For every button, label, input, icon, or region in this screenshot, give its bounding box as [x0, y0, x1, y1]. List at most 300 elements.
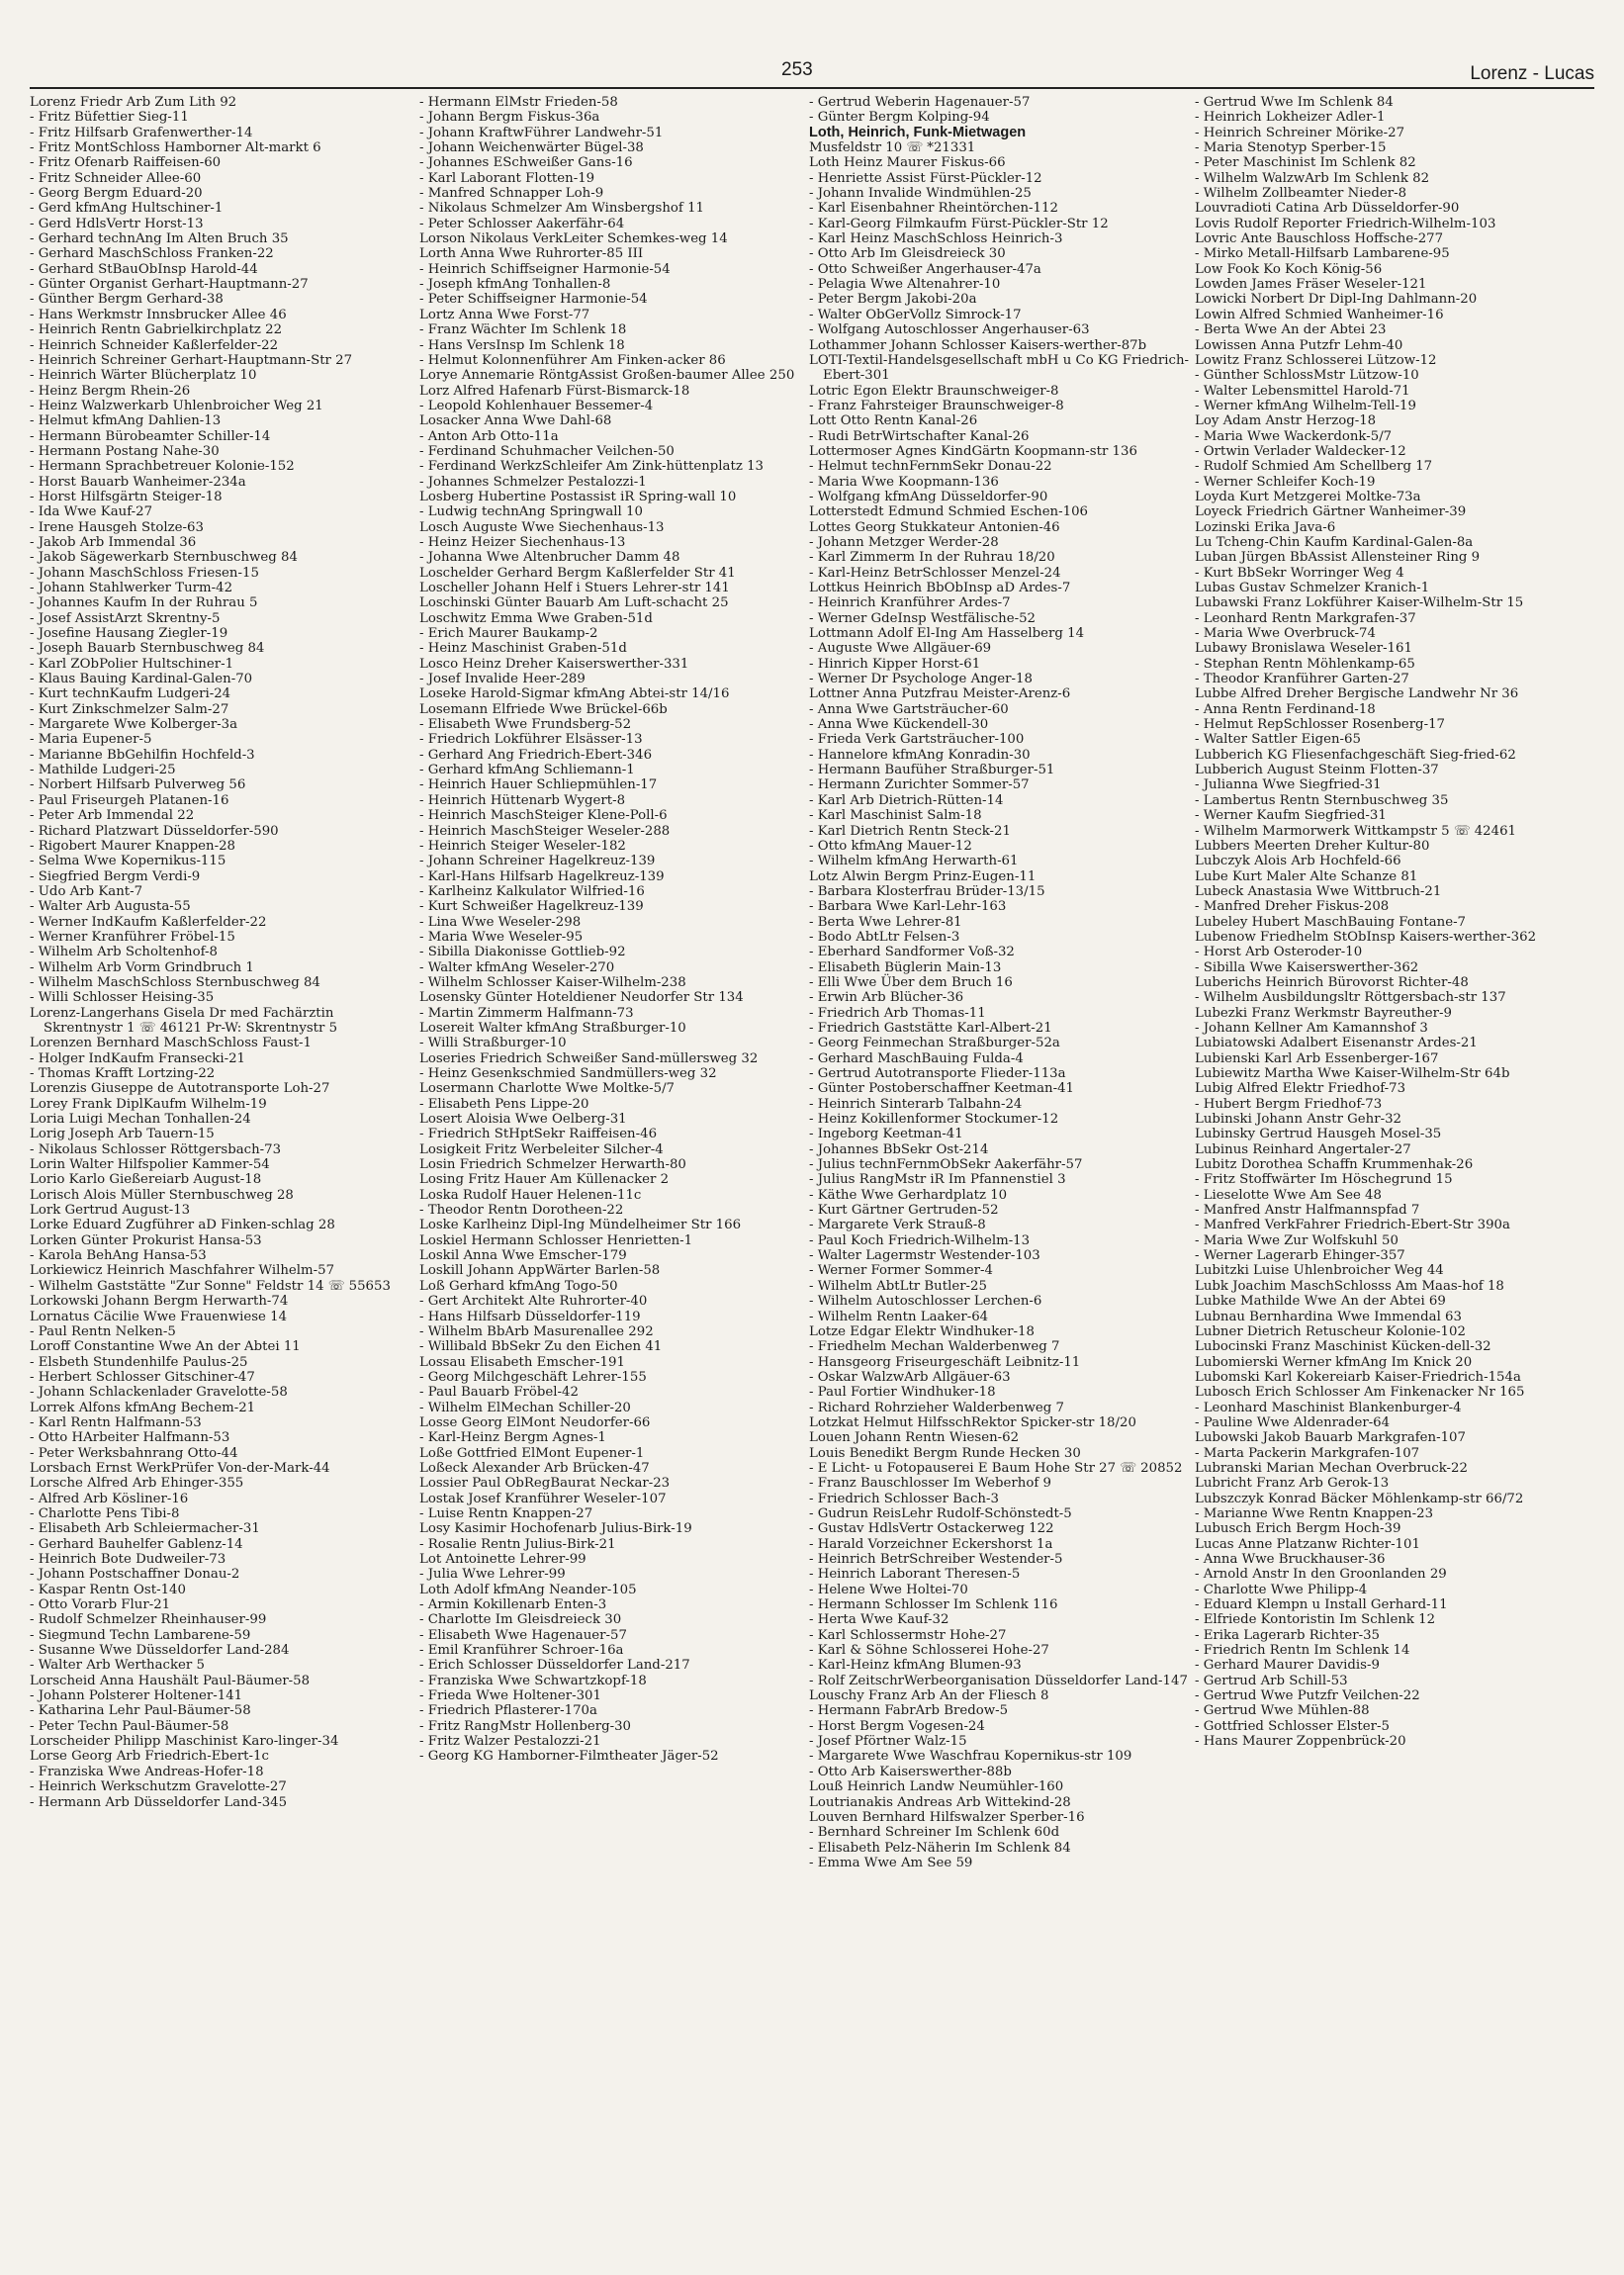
directory-entry: Lottermoser Agnes KindGärtn Koopmann-str 136	[809, 443, 1137, 459]
directory-entry: - Erich Maurer Baukamp-2	[419, 626, 598, 642]
directory-entry: - Hermann Schlosser Im Schlenk 116	[809, 1597, 1058, 1613]
directory-entry: - Wilhelm Autoschlosser Lerchen-6	[809, 1294, 1042, 1310]
directory-entry: - Paul Fortier Windhuker-18	[809, 1385, 996, 1401]
directory-entry: Lubberich August Steinm Flotten-37	[1195, 763, 1439, 778]
directory-entry: - Eberhard Sandformer Voß-32	[809, 945, 1015, 960]
directory-entry: - Karl Rentn Halfmann-53	[30, 1414, 202, 1430]
directory-entry: Lubomski Karl Kokereiarb Kaiser-Friedrich-154a	[1195, 1369, 1521, 1385]
directory-entry: Lowitz Franz Schlosserei Lützow-12	[1195, 352, 1437, 368]
directory-entry: - Otto HArbeiter Halfmann-53	[30, 1430, 230, 1446]
directory-entry: - Karl Arb Dietrich-Rütten-14	[809, 792, 1004, 808]
directory-entry: - Kurt BbSekr Worringer Weg 4	[1195, 565, 1404, 581]
directory-entry: Losco Heinz Dreher Kaiserswerther-331	[419, 656, 689, 672]
directory-entry: - Heinrich Werkschutzm Gravelotte-27	[30, 1779, 287, 1795]
directory-entry: - Werner IndKaufm Kaßlerfelder-22	[30, 914, 267, 930]
directory-entry: - Günter Postoberschaffner Keetman-41	[809, 1081, 1074, 1097]
directory-entry: - Hermann Sprachbetreuer Kolonie-152	[30, 459, 295, 475]
directory-entry: Loseries Friedrich Schweißer Sand-müllersweg 32	[419, 1050, 759, 1066]
directory-entry: - Heinrich Kranführer Ardes-7	[809, 595, 1011, 611]
directory-entry: - Georg Bergm Eduard-20	[30, 186, 203, 202]
directory-entry: - Anna Rentn Ferdinand-18	[1195, 701, 1376, 717]
directory-entry: Lorscheid Anna Haushält Paul-Bäumer-58	[30, 1673, 311, 1688]
directory-entry: - Wolfgang kfmAng Düsseldorfer-90	[809, 489, 1048, 504]
directory-entry: - Werner Kaufm Siegfried-31	[1195, 808, 1387, 824]
directory-entry: - Erika Lagerarb Richter-35	[1195, 1627, 1381, 1643]
directory-entry: - Heinz Bergm Rhein-26	[30, 383, 191, 399]
directory-entry: - Jakob Sägewerkarb Sternbuschweg 84	[30, 550, 298, 566]
directory-entry: - Werner Dr Psychologe Anger-18	[809, 672, 1033, 687]
directory-entry: - Walter Sattler Eigen-65	[1195, 732, 1361, 748]
directory-entry: - Friedhelm Mechan Walderbenweg 7	[809, 1339, 1060, 1355]
directory-entry: - Leopold Kohlenhauer Bessemer-4	[419, 398, 654, 413]
directory-entry: - Georg Feinmechan Straßburger-52a	[809, 1036, 1060, 1051]
directory-entry: - Gerhard kfmAng Schliemann-1	[419, 763, 635, 778]
directory-entry: - Karl Eisenbahner Rheintörchen-112	[809, 201, 1058, 217]
directory-entry: - Fritz MontSchloss Hamborner Alt-markt 6	[30, 140, 321, 156]
directory-entry: - Franz Fahrsteiger Braunschweiger-8	[809, 398, 1064, 413]
directory-entry: - Barbara Klosterfrau Brüder-13/15	[809, 883, 1045, 899]
directory-entry: Lorse Georg Arb Friedrich-Ebert-1c	[30, 1749, 269, 1765]
directory-entry: - Heinrich Bote Dudweiler-73	[30, 1552, 226, 1567]
directory-entry: Lorsbach Ernst WerkPrüfer Von-der-Mark-44	[30, 1460, 330, 1476]
directory-entry: Loutrianakis Andreas Arb Wittekind-28	[809, 1794, 1071, 1810]
directory-entry: - Wilhelm kfmAng Herwarth-61	[809, 854, 1019, 869]
directory-entry: - Helmut RepSchlosser Rosenberg-17	[1195, 717, 1445, 733]
directory-entry: - Auguste Wwe Allgäuer-69	[809, 641, 992, 657]
directory-entry: Lowden James Fräser Weseler-121	[1195, 277, 1427, 293]
directory-entry: - Johann Stahlwerker Turm-42	[30, 581, 233, 595]
directory-entry: Losensky Günter Hoteldiener Neudorfer Str 134	[419, 990, 744, 1006]
directory-entry: - Elisabeth Pelz-Näherin Im Schlenk 84	[809, 1840, 1071, 1856]
directory-entry: - Franziska Wwe Andreas-Hofer-18	[30, 1764, 264, 1779]
directory-entry: - Gertrud Wwe Im Schlenk 84	[1195, 95, 1394, 110]
directory-entry: Lott Otto Rentn Kanal-26	[809, 413, 978, 429]
directory-entry: - E Licht- u Fotopauserei E Baum Hohe Str 27 ☏ 20852	[809, 1460, 1183, 1476]
directory-entry: - Heinrich Wärter Blücherplatz 10	[30, 368, 257, 384]
directory-entry: - Otto Vorarb Flur-21	[30, 1597, 171, 1613]
directory-entry: - Hinrich Kipper Horst-61	[809, 656, 981, 672]
directory-entry: - Helmut technFernmSekr Donau-22	[809, 459, 1052, 475]
directory-entry: - Karl Zimmerm In der Ruhrau 18/20	[809, 550, 1055, 566]
directory-entry: - Elisabeth Wwe Frundsberg-52	[419, 717, 632, 733]
directory-entry: Lubiewitz Martha Wwe Kaiser-Wilhelm-Str 64b	[1195, 1066, 1510, 1081]
directory-entry: Lubbers Meerten Dreher Kultur-80	[1195, 838, 1430, 854]
directory-entry: - Hannelore kfmAng Konradin-30	[809, 747, 1031, 763]
directory-entry: - Georg Milchgeschäft Lehrer-155	[419, 1369, 647, 1385]
directory-entry: Lorkowski Johann Bergm Herwarth-74	[30, 1294, 289, 1310]
directory-entry: Losermann Charlotte Wwe Moltke-5/7	[419, 1081, 676, 1097]
directory-entry: - Charlotte Pens Tibi-8	[30, 1505, 180, 1521]
directory-entry: Lubricht Franz Arb Gerok-13	[1195, 1476, 1390, 1492]
directory-entry: - Karl Heinz MaschSchloss Heinrich-3	[809, 231, 1063, 247]
directory-entry: Lorio Karlo Gießereiarb August-18	[30, 1172, 262, 1188]
directory-entry: Lorke Eduard Zugführer aD Finken-schlag 28	[30, 1218, 335, 1233]
directory-entry: - Maria Wwe Weseler-95	[419, 929, 584, 945]
directory-entry: Lubenow Friedhelm StObInsp Kaisers-werther-362	[1195, 929, 1537, 945]
directory-entry: - Erwin Arb Blücher-36	[809, 990, 964, 1006]
directory-entry: - Rigobert Maurer Knappen-28	[30, 838, 236, 854]
directory-entry: - Helene Wwe Holtei-70	[809, 1582, 968, 1597]
directory-entry: - Peter Schlosser Aakerfähr-64	[419, 216, 625, 231]
directory-entry: - Julia Wwe Lehrer-99	[419, 1567, 566, 1583]
directory-entry: - Susanne Wwe Düsseldorfer Land-284	[30, 1643, 290, 1659]
directory-entry: - Friedrich Arb Thomas-11	[809, 1005, 986, 1021]
directory-entry: Lubomierski Werner kfmAng Im Knick 20	[1195, 1354, 1473, 1370]
directory-entry: - Willibald BbSekr Zu den Eichen 41	[419, 1339, 663, 1355]
directory-entry: - Ida Wwe Kauf-27	[30, 504, 153, 520]
directory-entry: - Nikolaus Schlosser Röttgersbach-73	[30, 1141, 282, 1157]
directory-entry: - Maria Eupener-5	[30, 732, 152, 748]
directory-entry: - Martin Zimmerm Halfmann-73	[419, 1005, 634, 1021]
directory-entry: - Elsbeth Stundenhilfe Paulus-25	[30, 1354, 248, 1370]
directory-entry: Loska Rudolf Hauer Helenen-11c	[419, 1187, 642, 1203]
directory-entry: Lot Antoinette Lehrer-99	[419, 1552, 586, 1567]
directory-entry: Losigkeit Fritz Werbeleiter Silcher-4	[419, 1141, 664, 1157]
directory-entry: Lubeck Anastasia Wwe Wittbruch-21	[1195, 883, 1442, 899]
directory-entry: - Johann Postschaffner Donau-2	[30, 1567, 240, 1583]
directory-entry: - Georg KG Hamborner-Filmtheater Jäger-52	[419, 1749, 719, 1765]
directory-entry: Lubbe Alfred Dreher Bergische Landwehr Nr 36	[1195, 686, 1519, 702]
directory-entry: - Heinrich Steiger Weseler-182	[419, 838, 626, 854]
directory-entry: - Werner Former Sommer-4	[809, 1263, 993, 1279]
directory-entry: Lubberich KG Fliesenfachgeschäft Sieg-fried-62	[1195, 747, 1516, 763]
directory-entry: - Ferdinand Schuhmacher Veilchen-50	[419, 443, 675, 459]
directory-entry: Lorkiewicz Heinrich Maschfahrer Wilhelm-57	[30, 1263, 335, 1279]
directory-entry: Losereit Walter kfmAng Straßburger-10	[419, 1020, 686, 1036]
directory-entry: - Johann Metzger Werder-28	[809, 534, 999, 550]
directory-entry: - Fritz Hilfsarb Grafenwerther-14	[30, 125, 253, 140]
directory-entry: - Gerhard Ang Friedrich-Ebert-346	[419, 747, 653, 763]
directory-entry: - Horst Bauarb Wanheimer-234a	[30, 474, 246, 490]
directory-entry: - Gottfried Schlosser Elster-5	[1195, 1718, 1390, 1734]
directory-entry: Lowissen Anna Putzfr Lehm-40	[1195, 337, 1403, 353]
directory-entry: - Fritz RangMstr Hollenberg-30	[419, 1718, 632, 1734]
directory-entry: Losacker Anna Wwe Dahl-68	[419, 413, 612, 429]
directory-entry: - Siegfried Bergm Verdi-9	[30, 868, 201, 884]
directory-entry: - Hermann Baufüher Straßburger-51	[809, 763, 1055, 778]
directory-entry: - Rudolf Schmied Am Schellberg 17	[1195, 459, 1433, 475]
directory-entry: - Berta Wwe An der Abtei 23	[1195, 322, 1387, 338]
directory-entry: - Hermann FabrArb Bredow-5	[809, 1703, 1009, 1719]
directory-entry: - Emma Wwe Am See 59	[809, 1855, 973, 1870]
directory-entry: Lossau Elisabeth Emscher-191	[419, 1354, 625, 1370]
directory-entry: Lorscheider Philipp Maschinist Karo-linger-34	[30, 1734, 339, 1750]
directory-entry: - Johannes ESchweißer Gans-16	[419, 155, 633, 171]
directory-entry: - Kurt Schweißer Hagelkreuz-139	[419, 899, 644, 915]
directory-entry: - Karola BehAng Hansa-53	[30, 1248, 207, 1264]
directory-entry: - Selma Wwe Kopernikus-115	[30, 854, 226, 869]
directory-entry: - Rolf ZeitschrWerbeorganisation Düsseldorfer Land-147	[809, 1673, 1188, 1688]
directory-entry: - Friedrich Lokführer Elsässer-13	[419, 732, 643, 748]
directory-entry: Lubocinski Franz Maschinist Kücken-dell-32	[1195, 1339, 1491, 1355]
directory-entry: - Otto Arb Kaiserswerther-88b	[809, 1764, 1012, 1779]
directory-entry: - Peter Techn Paul-Bäumer-58	[30, 1718, 229, 1734]
directory-entry: Lostak Josef Kranführer Weseler-107	[419, 1491, 667, 1506]
directory-entry: Lorken Günter Prokurist Hansa-53	[30, 1232, 262, 1248]
directory-entry: - Heinz Kokillenformer Stockumer-12	[809, 1112, 1059, 1128]
directory-entry: - Barbara Wwe Karl-Lehr-163	[809, 899, 1007, 915]
directory-entry: - Thomas Krafft Lortzing-22	[30, 1066, 216, 1081]
directory-entry: - Gertrud Weberin Hagenauer-57	[809, 95, 1031, 110]
directory-entry: - Heinrich Schiffseigner Harmonie-54	[419, 261, 671, 277]
directory-entry: - Stephan Rentn Möhlenkamp-65	[1195, 656, 1415, 672]
directory-entry: Louschy Franz Arb An der Fliesch 8	[809, 1688, 1049, 1704]
directory-entry: - Rudi BetrWirtschafter Kanal-26	[809, 428, 1030, 444]
directory-entry: Lorenz-Langerhans Gisela Dr med Fachärztin Skrentnystr 1 ☏ 46121 Pr-W: Skrentnystr 5	[30, 1005, 338, 1036]
directory-entry: - Heinz Gesenkschmied Sandmüllers-weg 32	[419, 1066, 717, 1081]
directory-entry: - Emil Kranführer Schroer-16a	[419, 1643, 624, 1659]
directory-entry: Lorey Frank DiplKaufm Wilhelm-19	[30, 1096, 267, 1112]
directory-entry: - Herbert Schlosser Gitschiner-47	[30, 1369, 255, 1385]
directory-entry: - Karl-Heinz Bergm Agnes-1	[419, 1430, 606, 1446]
directory-entry: Loß Gerhard kfmAng Togo-50	[419, 1278, 618, 1294]
directory-entry: Louis Benedikt Bergm Runde Hecken 30	[809, 1445, 1081, 1461]
directory-entry: Lubner Dietrich Retuscheur Kolonie-102	[1195, 1323, 1466, 1339]
directory-entry: - Friedrich Rentn Im Schlenk 14	[1195, 1643, 1410, 1659]
directory-entry: Lubinski Johann Anstr Gehr-32	[1195, 1112, 1402, 1128]
directory-entry: - Josefine Hausang Ziegler-19	[30, 626, 228, 642]
directory-entry: - Holger IndKaufm Fransecki-21	[30, 1050, 245, 1066]
directory-entry: - Johann KraftwFührer Landwehr-51	[419, 125, 664, 140]
directory-entry: Lothammer Johann Schlosser Kaisers-werther-87b	[809, 337, 1147, 353]
directory-entry: - Berta Wwe Lehrer-81	[809, 914, 962, 930]
directory-entry: Lorisch Alois Müller Sternbuschweg 28	[30, 1187, 294, 1203]
directory-entry: Lu Tcheng-Chin Kaufm Kardinal-Galen-8a	[1195, 534, 1474, 550]
directory-entry: - Marianne BbGehilfin Hochfeld-3	[30, 747, 255, 763]
directory-entry: - Otto kfmAng Mauer-12	[809, 838, 972, 854]
directory-entry: - Johanna Wwe Altenbrucher Damm 48	[419, 550, 680, 566]
directory-entry: Lowicki Norbert Dr Dipl-Ing Dahlmann-20	[1195, 292, 1478, 308]
directory-entry: Louen Johann Rentn Wiesen-62	[809, 1430, 1020, 1446]
directory-entry: - Paul Rentn Nelken-5	[30, 1323, 176, 1339]
directory-entry: - Paul Bauarb Fröbel-42	[419, 1385, 579, 1401]
directory-entry: - Karl-Heinz BetrSchlosser Menzel-24	[809, 565, 1061, 581]
directory-entry: - Günther SchlossMstr Lützow-10	[1195, 368, 1419, 384]
directory-entry: Loth Heinz Maurer Fiskus-66	[809, 155, 1006, 171]
directory-entry: - Elisabeth Wwe Hagenauer-57	[419, 1627, 627, 1643]
directory-entry: Lubranski Marian Mechan Overbruck-22	[1195, 1460, 1468, 1476]
directory-entry: - Lina Wwe Weseler-298	[419, 914, 582, 930]
directory-entry: - Theodor Kranführer Garten-27	[1195, 672, 1409, 687]
directory-entry: - Johann Schlackenlader Gravelotte-58	[30, 1385, 288, 1401]
directory-entry: - Hermann Bürobeamter Schiller-14	[30, 428, 271, 444]
directory-entry: - Johann Bergm Fiskus-36a	[419, 110, 600, 126]
directory-entry: Lorenzis Giuseppe de Autotransporte Loh-27	[30, 1081, 330, 1097]
directory-entry: - Kaspar Rentn Ost-140	[30, 1582, 186, 1597]
directory-entry: - Herta Wwe Kauf-32	[809, 1612, 949, 1628]
directory-entry: Losberg Hubertine Postassist iR Spring-wall 10	[419, 489, 737, 504]
directory-entry: - Gerd HdlsVertr Horst-13	[30, 216, 204, 231]
directory-entry: Lubiatowski Adalbert Eisenanstr Ardes-21	[1195, 1036, 1478, 1051]
directory-entry: - Siegmund Techn Lambarene-59	[30, 1627, 251, 1643]
directory-entry: - Luise Rentn Knappen-27	[419, 1505, 593, 1521]
directory-entry: - Johann Kellner Am Kamannshof 3	[1195, 1020, 1428, 1036]
directory-entry: Low Fook Ko Koch König-56	[1195, 261, 1383, 277]
directory-entry: - Karl-Hans Hilfsarb Hagelkreuz-139	[419, 868, 665, 884]
directory-entry: - Rudolf Schmelzer Rheinhauser-99	[30, 1612, 267, 1628]
directory-entry: - Marta Packerin Markgrafen-107	[1195, 1445, 1420, 1461]
directory-entry: Lucas Anne Platzanw Richter-101	[1195, 1536, 1420, 1552]
directory-entry: - Julius RangMstr iR Im Pfannenstiel 3	[809, 1172, 1066, 1188]
directory-entry: - Johann Polsterer Holtener-141	[30, 1688, 243, 1704]
directory-entry: Lubitz Dorothea Schaffn Krummenhak-26	[1195, 1157, 1474, 1173]
directory-entry: - Willi Schlosser Heising-35	[30, 990, 215, 1006]
directory-entry: - Gertrud Autotransporte Flieder-113a	[809, 1066, 1066, 1081]
directory-entry: - Willi Straßburger-10	[419, 1036, 567, 1051]
directory-entry: - Johann MaschSchloss Friesen-15	[30, 565, 259, 581]
directory-entry: Lubowski Jakob Bauarb Markgrafen-107	[1195, 1430, 1466, 1446]
directory-entry: - Heinrich Schreiner Mörike-27	[1195, 125, 1405, 140]
directory-entry: Loßeck Alexander Arb Brücken-47	[419, 1460, 650, 1476]
directory-entry: Lornatus Cäcilie Wwe Frauenwiese 14	[30, 1309, 288, 1324]
directory-entry: - Gerhard Maurer Davidis-9	[1195, 1658, 1380, 1674]
directory-entry: Lotze Edgar Elektr Windhuker-18	[809, 1323, 1035, 1339]
directory-entry: - Kurt Zinkschmelzer Salm-27	[30, 701, 229, 717]
directory-column-1	[30, 95, 413, 2261]
directory-entry: - Werner kfmAng Wilhelm-Tell-19	[1195, 398, 1416, 413]
directory-entry: Losing Fritz Hauer Am Küllenacker 2	[419, 1172, 670, 1188]
directory-entry: - Heinrich Hauer Schliepmühlen-17	[419, 777, 658, 793]
directory-entry: Lorson Nikolaus VerkLeiter Schemkes-weg 14	[419, 231, 728, 247]
directory-entry: - Joseph kfmAng Tonhallen-8	[419, 277, 611, 293]
directory-entry: - Josef Invalide Heer-289	[419, 672, 586, 687]
directory-entry: Lovric Ante Bauschloss Hoffsche-277	[1195, 231, 1444, 247]
directory-entry: Luberichs Heinrich Bürovorst Richter-48	[1195, 974, 1469, 990]
directory-entry: Musfeldstr 10 ☏ *21331	[809, 140, 976, 156]
directory-entry: - Mathilde Ludgeri-25	[30, 763, 176, 778]
directory-entry: - Wilhelm MaschSchloss Sternbuschweg 84	[30, 974, 320, 990]
directory-entry: Lubosch Erich Schlosser Am Finkenacker Nr 165	[1195, 1385, 1525, 1401]
directory-entry: - Kurt Gärtner Gertruden-52	[809, 1203, 999, 1219]
directory-entry: - Anna Wwe Gartsträucher-60	[809, 701, 1009, 717]
directory-entry: - Peter Bergm Jakobi-20a	[809, 292, 977, 308]
directory-entry: - Friedrich Gaststätte Karl-Albert-21	[809, 1020, 1052, 1036]
directory-entry: Loth, Heinrich, Funk-Mietwagen	[809, 124, 1027, 140]
directory-entry: Lubinus Reinhard Angertaler-27	[1195, 1141, 1411, 1157]
directory-entry: - Friedrich Pflasterer-170a	[419, 1703, 597, 1719]
directory-entry: Lubnau Bernhardina Wwe Immendal 63	[1195, 1309, 1462, 1324]
directory-entry: - Nikolaus Schmelzer Am Winsbergshof 11	[419, 201, 704, 217]
directory-entry: Lorin Walter Hilfspolier Kammer-54	[30, 1157, 270, 1173]
directory-entry: - Franziska Wwe Schwartzkopf-18	[419, 1673, 647, 1688]
directory-entry: - Jakob Arb Immendal 36	[30, 534, 197, 550]
directory-entry: - Hans Werkmstr Innsbrucker Allee 46	[30, 307, 287, 322]
directory-entry: - Karl Dietrich Rentn Steck-21	[809, 823, 1011, 839]
directory-entry: - Gerhard MaschBauing Fulda-4	[809, 1050, 1024, 1066]
directory-entry: Lubezki Franz Werkmstr Bayreuther-9	[1195, 1005, 1452, 1021]
directory-entry: - Johannes Schmelzer Pestalozzi-1	[419, 474, 647, 490]
directory-entry: - Pauline Wwe Aldenrader-64	[1195, 1414, 1391, 1430]
directory-entry: - Günther Bergm Gerhard-38	[30, 292, 224, 308]
directory-entry: - Walter Arb Augusta-55	[30, 899, 191, 915]
directory-entry: Losin Friedrich Schmelzer Herwarth-80	[419, 1157, 686, 1173]
directory-entry: Lorenz Friedr Arb Zum Lith 92	[30, 95, 237, 110]
directory-entry: - Horst Bergm Vogesen-24	[809, 1718, 985, 1734]
directory-entry: - Udo Arb Kant-7	[30, 883, 143, 899]
directory-entry: - Frieda Verk Gartsträucher-100	[809, 732, 1025, 748]
running-head: Lorenz - Lucas	[1470, 63, 1594, 84]
directory-entry: - Heinrich Lokheizer Adler-1	[1195, 110, 1386, 126]
directory-entry: - Katharina Lehr Paul-Bäumer-58	[30, 1703, 251, 1719]
directory-entry: Lork Gertrud August-13	[30, 1203, 191, 1219]
directory-entry: Lubas Gustav Schmelzer Kranich-1	[1195, 581, 1430, 595]
directory-entry: - Wilhelm BbArb Masurenallee 292	[419, 1323, 654, 1339]
directory-entry: - Walter Lagermstr Westender-103	[809, 1248, 1040, 1264]
directory-entry: - Heinz Heizer Siechenhaus-13	[419, 534, 626, 550]
directory-entry: Luban Jürgen BbAssist Allensteiner Ring 9	[1195, 550, 1481, 566]
directory-entry: Louven Bernhard Hilfswalzer Sperber-16	[809, 1809, 1085, 1825]
directory-entry: Lotric Egon Elektr Braunschweiger-8	[809, 383, 1059, 399]
directory-entry: - Friedrich Schlosser Bach-3	[809, 1491, 999, 1506]
directory-entry: - Otto Schweißer Angerhauser-47a	[809, 261, 1041, 277]
directory-entry: Lorsche Alfred Arb Ehinger-355	[30, 1476, 244, 1492]
directory-entry: - Alfred Arb Kösliner-16	[30, 1491, 189, 1506]
directory-entry: - Josef AssistArzt Skrentny-5	[30, 610, 221, 626]
directory-column-3	[809, 95, 1193, 2261]
directory-entry: Lubk Joachim MaschSchlosss Am Maas-hof 18	[1195, 1278, 1504, 1294]
directory-entry: - Pelagia Wwe Altenahrer-10	[809, 277, 1001, 293]
directory-entry: Lubawski Franz Lokführer Kaiser-Wilhelm-Str 15	[1195, 595, 1524, 611]
directory-entry: Louß Heinrich Landw Neumühler-160	[809, 1779, 1064, 1795]
directory-entry: - Wilhelm Arb Scholtenhof-8	[30, 945, 218, 960]
directory-entry: - Maria Wwe Zur Wolfskuhl 50	[1195, 1232, 1398, 1248]
directory-entry: - Ingeborg Keetman-41	[809, 1127, 963, 1142]
directory-entry: - Charlotte Wwe Philipp-4	[1195, 1582, 1368, 1597]
page-header	[30, 57, 1594, 89]
directory-entry: - Margarete Verk Strauß-8	[809, 1218, 986, 1233]
directory-entry: - Rosalie Rentn Julius-Birk-21	[419, 1536, 616, 1552]
directory-entry: - Wilhelm ElMechan Schiller-20	[419, 1400, 631, 1415]
directory-entry: - Wolfgang Autoschlosser Angerhauser-63	[809, 322, 1090, 338]
directory-entry: - Heinrich Rentn Gabrielkirchplatz 22	[30, 322, 283, 338]
directory-entry: - Oskar WalzwArb Allgäuer-63	[809, 1369, 1011, 1385]
directory-entry: - Norbert Hilfsarb Pulverweg 56	[30, 777, 246, 793]
directory-entry: Lorig Joseph Arb Tauern-15	[30, 1127, 215, 1142]
directory-entry: - Hermann Zurichter Sommer-57	[809, 777, 1030, 793]
directory-entry: - Irene Hausgeh Stolze-63	[30, 519, 204, 535]
directory-entry: - Wilhelm Zollbeamter Nieder-8	[1195, 186, 1407, 202]
directory-entry: - Franz Wächter Im Schlenk 18	[419, 322, 627, 338]
directory-entry: Lottner Anna Putzfrau Meister-Arenz-6	[809, 686, 1071, 702]
directory-entry: - Frieda Wwe Holtener-301	[419, 1688, 601, 1704]
directory-entry: - Werner Schleifer Koch-19	[1195, 474, 1376, 490]
directory-entry: Lorz Alfred Hafenarb Fürst-Bismarck-18	[419, 383, 690, 399]
directory-entry: - Heinrich MaschSteiger Weseler-288	[419, 823, 671, 839]
directory-entry: - Walter kfmAng Weseler-270	[419, 959, 615, 975]
directory-entry: - Wilhelm AbtLtr Butler-25	[809, 1278, 987, 1294]
directory-entry: - Karl Schlossermstr Hohe-27	[809, 1627, 1007, 1643]
directory-entry: - Fritz Büfettier Sieg-11	[30, 110, 189, 126]
directory-entry: - Arnold Anstr In den Groonlanden 29	[1195, 1567, 1447, 1583]
directory-entry: - Maria Wwe Wackerdonk-5/7	[1195, 428, 1393, 444]
directory-entry: - Wilhelm Schlosser Kaiser-Wilhelm-238	[419, 974, 686, 990]
directory-entry: - Lieselotte Wwe Am See 48	[1195, 1187, 1382, 1203]
directory-entry: Lubienski Karl Arb Essenberger-167	[1195, 1050, 1439, 1066]
directory-entry: - Peter Maschinist Im Schlenk 82	[1195, 155, 1416, 171]
directory-entry: - Maria Stenotyp Sperber-15	[1195, 140, 1387, 156]
directory-entry: - Theodor Rentn Dorotheen-22	[419, 1203, 624, 1219]
directory-entry: - Maria Wwe Koopmann-136	[809, 474, 999, 490]
directory-entry: - Erich Schlosser Düsseldorfer Land-217	[419, 1658, 690, 1674]
directory-entry: Loscheller Johann Helf i Stuers Lehrer-str 141	[419, 581, 730, 595]
directory-entry: - Josef Pförtner Walz-15	[809, 1734, 967, 1750]
directory-entry: - Eduard Klempn u Install Gerhard-11	[1195, 1597, 1448, 1613]
directory-entry: - Werner GdeInsp Westfälische-52	[809, 610, 1037, 626]
directory-entry: Loyeck Friedrich Gärtner Wanheimer-39	[1195, 504, 1467, 520]
directory-entry: - Wilhelm Gaststätte "Zur Sonne" Feldstr 14 ☏ 55653	[30, 1278, 391, 1294]
directory-entry: Loske Karlheinz Dipl-Ing Mündelheimer Str 166	[419, 1218, 742, 1233]
directory-entry: Louvradioti Catina Arb Düsseldorfer-90	[1195, 201, 1460, 217]
